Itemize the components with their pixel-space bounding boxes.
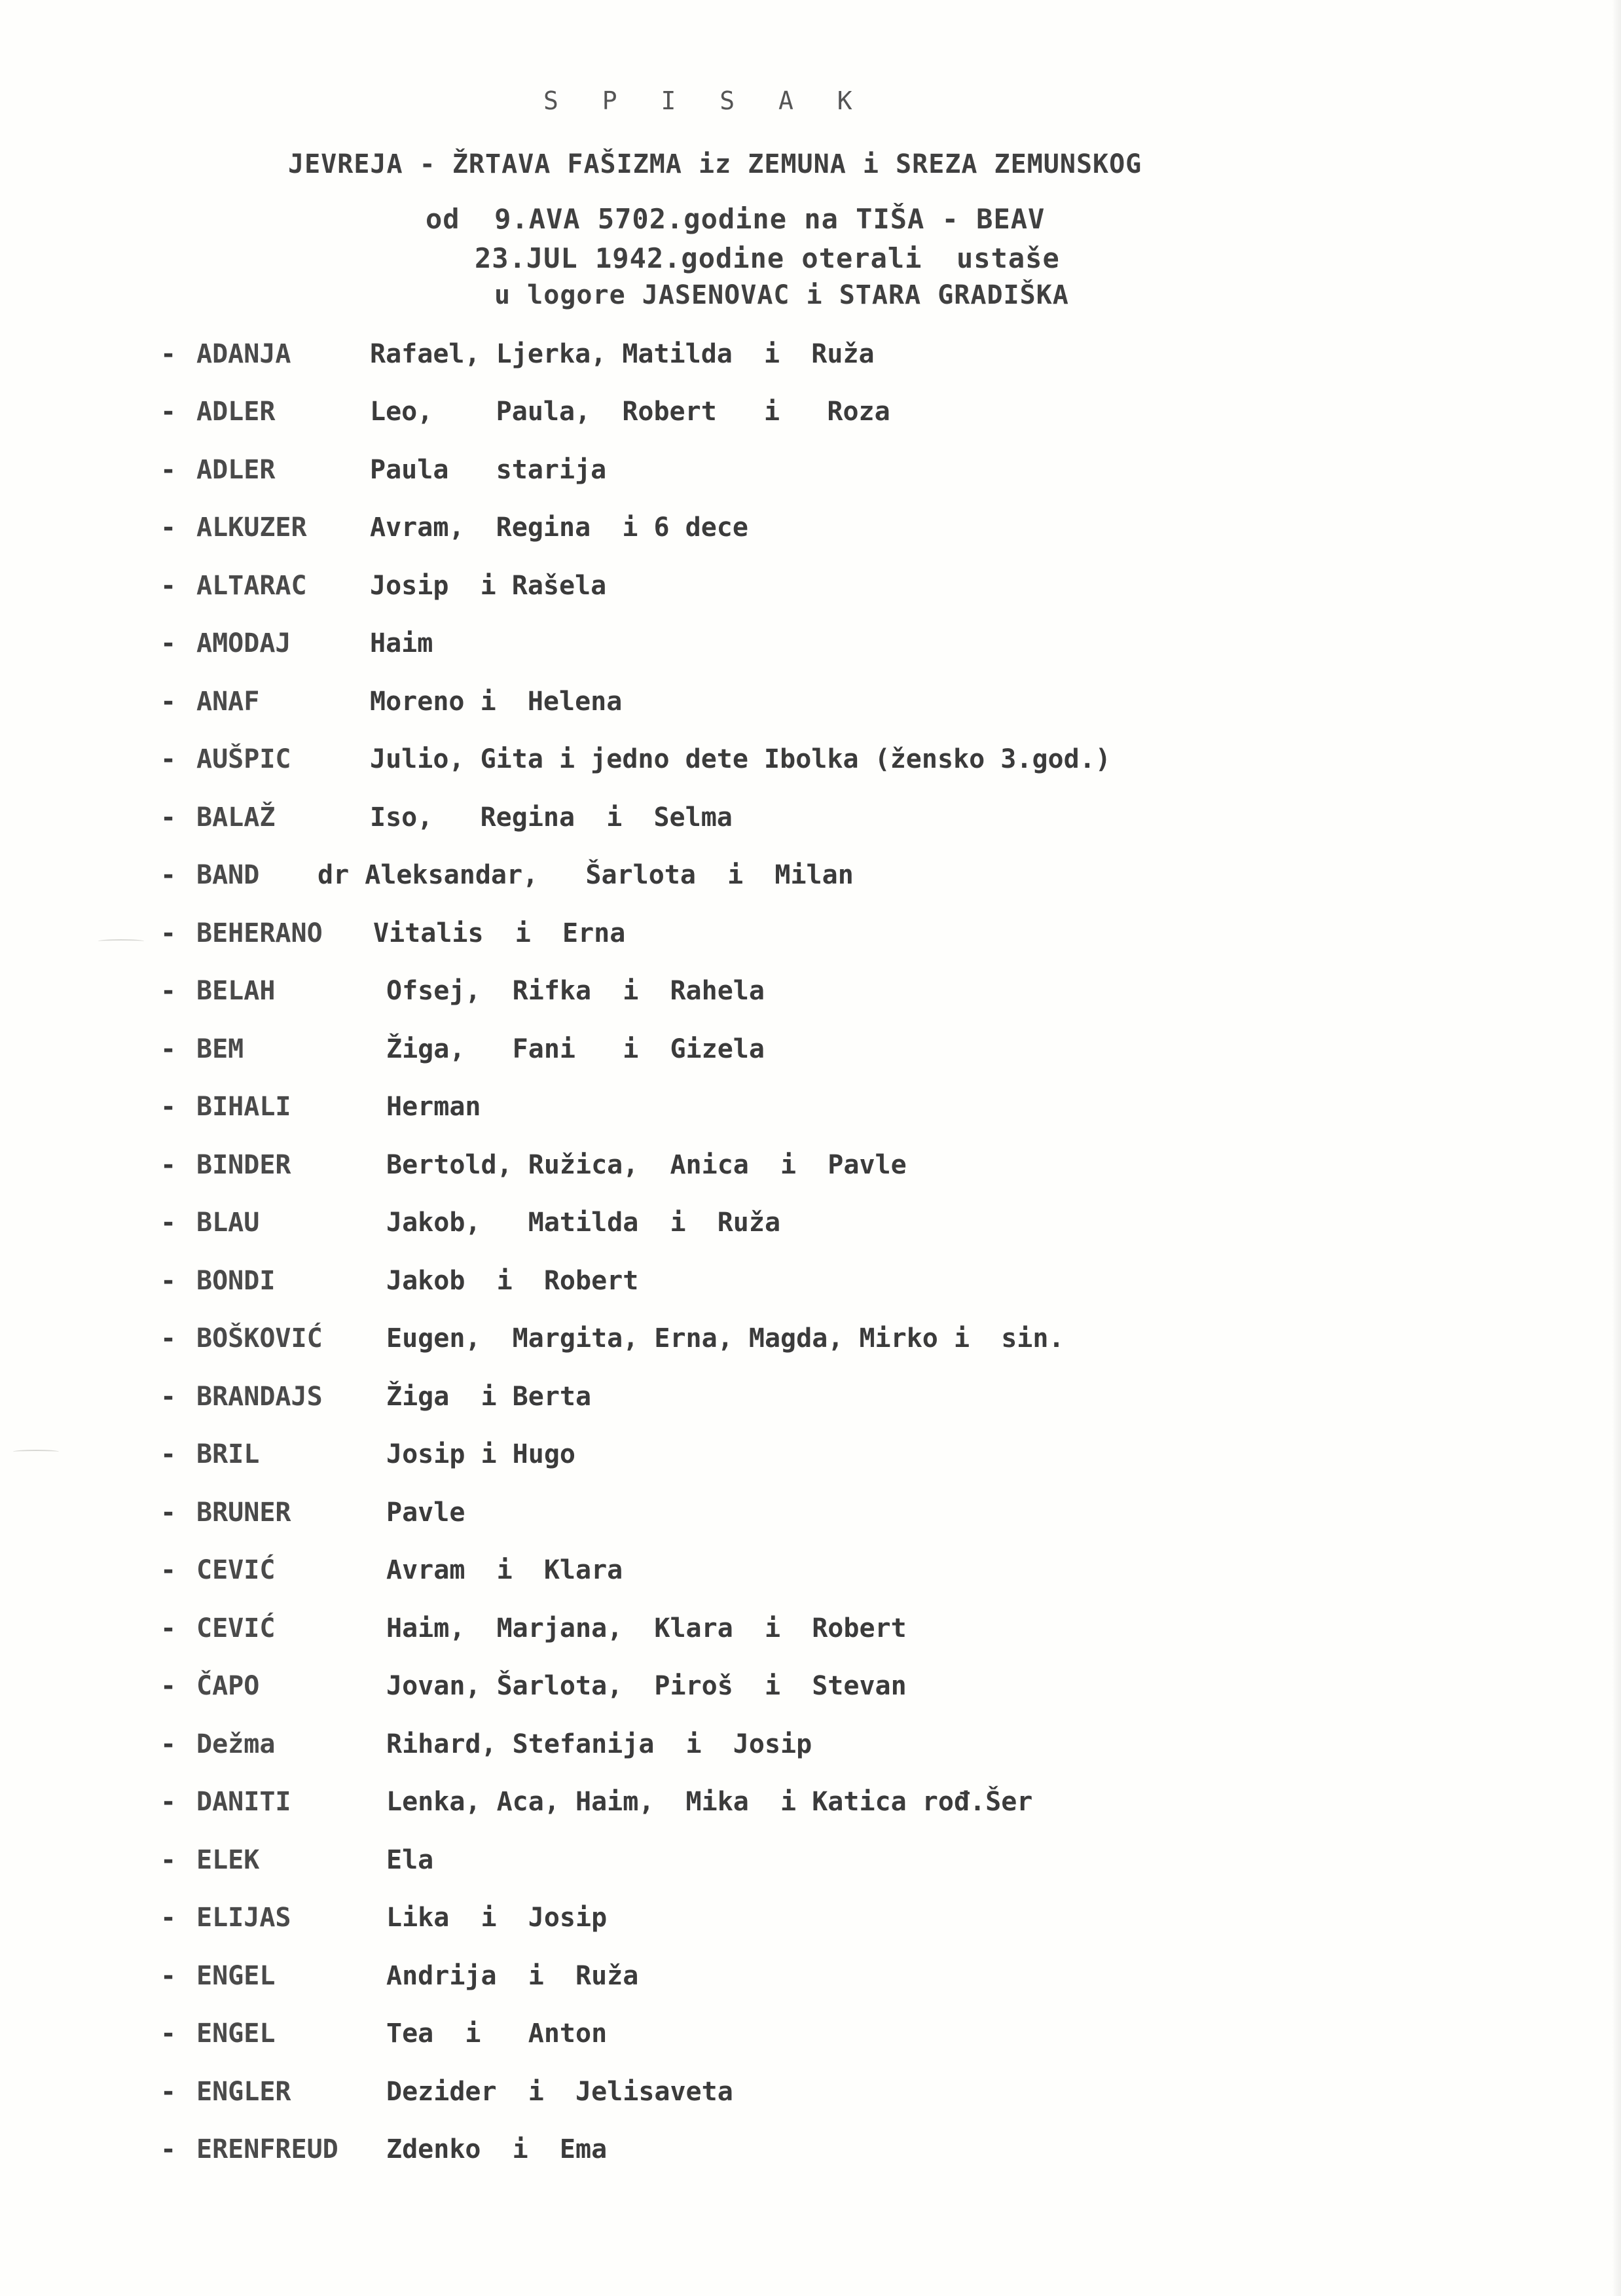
given-names: Jakob i Robert [386, 1266, 639, 1296]
list-item [160, 1382, 1404, 1421]
given-names: Zdenko i Ema [386, 2134, 608, 2164]
surname: BRUNER [196, 1498, 291, 1528]
list-dash: - [160, 1845, 177, 1875]
page-edge-shadow [1612, 0, 1621, 2296]
surname: BRANDAJS [196, 1382, 323, 1412]
list-dash: - [160, 628, 177, 658]
list-item [160, 339, 1404, 378]
list-item [160, 1150, 1404, 1189]
given-names: Rafael, Ljerka, Matilda i Ruža [370, 339, 875, 369]
paper-crease-mark [98, 939, 144, 943]
given-names: Tea i Anton [386, 2018, 608, 2049]
surname: ADLER [196, 455, 276, 485]
list-item [160, 2134, 1404, 2174]
list-item [160, 1498, 1404, 1537]
given-names: Vitalis i Erna [373, 918, 626, 948]
surname: ERENFREUD [196, 2134, 338, 2164]
surname: ADANJA [196, 339, 291, 369]
list-item [160, 397, 1404, 436]
given-names: Herman [386, 1092, 481, 1122]
list-dash: - [160, 1729, 177, 1759]
list-dash: - [160, 571, 177, 601]
document-subtitle: JEVREJA - ŽRTAVA FAŠIZMA iz ZEMUNA i SREZA ZEMUNSKOG [288, 149, 1142, 179]
given-names: Rihard, Stefanija i Josip [386, 1729, 812, 1759]
given-names: Julio, Gita i jedno dete Ibolka (žensko 3.god.) [370, 744, 1111, 774]
list-item [160, 918, 1404, 958]
list-item [160, 687, 1404, 726]
list-item [160, 512, 1404, 552]
given-names: Haim [370, 628, 433, 658]
surname: ALKUZER [196, 512, 307, 543]
list-item [160, 1555, 1404, 1594]
surname: BIHALI [196, 1092, 291, 1122]
list-dash: - [160, 1150, 177, 1180]
list-item [160, 2018, 1404, 2058]
surname: BONDI [196, 1266, 276, 1296]
given-names: Josip i Hugo [386, 1439, 575, 1469]
list-dash: - [160, 1208, 177, 1238]
list-item [160, 1903, 1404, 1942]
surname: BLAU [196, 1208, 260, 1238]
surname: CEVIĆ [196, 1555, 276, 1585]
list-dash: - [160, 744, 177, 774]
surname: BINDER [196, 1150, 291, 1180]
given-names: Ofsej, Rifka i Rahela [386, 976, 765, 1006]
list-item [160, 744, 1404, 783]
surname: BOŠKOVIĆ [196, 1323, 323, 1354]
surname: ELIJAS [196, 1903, 291, 1933]
given-names: Andrija i Ruža [386, 1961, 639, 1991]
list-item [160, 571, 1404, 610]
list-item [160, 1845, 1404, 1884]
list-dash: - [160, 2018, 177, 2049]
document-title: S P I S A K [543, 86, 867, 115]
surname: BAND [196, 860, 260, 890]
list-item [160, 1208, 1404, 1247]
list-item [160, 1092, 1404, 1131]
given-names: Avram, Regina i 6 dece [370, 512, 748, 543]
given-names: Jakob, Matilda i Ruža [386, 1208, 781, 1238]
list-item [160, 628, 1404, 668]
list-item [160, 1613, 1404, 1653]
list-dash: - [160, 455, 177, 485]
list-dash: - [160, 1323, 177, 1354]
list-dash: - [160, 512, 177, 543]
given-names: Jovan, Šarlota, Piroš i Stevan [386, 1671, 907, 1701]
list-dash: - [160, 976, 177, 1006]
list-item [160, 1787, 1404, 1826]
list-item [160, 976, 1404, 1015]
list-item [160, 1323, 1404, 1363]
list-item [160, 1034, 1404, 1073]
list-item [160, 860, 1404, 899]
surname: ENGEL [196, 1961, 276, 1991]
list-dash: - [160, 1555, 177, 1585]
list-item [160, 2077, 1404, 2116]
list-item [160, 802, 1404, 842]
date-line-2: 23.JUL 1942.godine oterali ustaše [475, 242, 1060, 274]
surname: ENGLER [196, 2077, 291, 2107]
surname: BRIL [196, 1439, 260, 1469]
surname: ČAPO [196, 1671, 260, 1701]
surname: BELAH [196, 976, 276, 1006]
given-names: Moreno i Helena [370, 687, 623, 717]
given-names: Paula starija [370, 455, 607, 485]
list-dash: - [160, 687, 177, 717]
given-names: Žiga, Fani i Gizela [386, 1034, 765, 1064]
list-dash: - [160, 1961, 177, 1991]
list-item [160, 1439, 1404, 1479]
given-names: Ela [386, 1845, 434, 1875]
given-names: Leo, Paula, Robert i Roza [370, 397, 890, 427]
list-dash: - [160, 1498, 177, 1528]
given-names: Pavle [386, 1498, 465, 1528]
surname: ALTARAC [196, 571, 307, 601]
surname: ADLER [196, 397, 276, 427]
given-names: Haim, Marjana, Klara i Robert [386, 1613, 907, 1643]
surname: BEM [196, 1034, 244, 1064]
given-names: dr Aleksandar, Šarlota i Milan [318, 860, 854, 890]
list-item [160, 1266, 1404, 1305]
list-item [160, 1729, 1404, 1768]
given-names: Avram i Klara [386, 1555, 623, 1585]
surname: BEHERANO [196, 918, 323, 948]
given-names: Dezider i Jelisaveta [386, 2077, 733, 2107]
given-names: Žiga i Berta [386, 1382, 592, 1412]
surname: Dežma [196, 1729, 276, 1759]
surname: AMODAJ [196, 628, 291, 658]
paper-crease-mark [13, 1450, 59, 1454]
surname: ANAF [196, 687, 260, 717]
date-line-1: od 9.AVA 5702.godine na TIŠA - BEAV [426, 203, 1046, 235]
list-dash: - [160, 1787, 177, 1817]
date-line-3: u logore JASENOVAC i STARA GRADIŠKA [494, 280, 1069, 310]
list-dash: - [160, 397, 177, 427]
given-names: Iso, Regina i Selma [370, 802, 733, 833]
list-dash: - [160, 1092, 177, 1122]
surname: AUŠPIC [196, 744, 291, 774]
list-dash: - [160, 860, 177, 890]
surname: CEVIĆ [196, 1613, 276, 1643]
list-item [160, 455, 1404, 494]
list-dash: - [160, 1266, 177, 1296]
list-dash: - [160, 1903, 177, 1933]
given-names: Lenka, Aca, Haim, Mika i Katica rođ.Šer [386, 1787, 1033, 1817]
given-names: Eugen, Margita, Erna, Magda, Mirko i sin. [386, 1323, 1065, 1354]
list-dash: - [160, 918, 177, 948]
given-names: Bertold, Ružica, Anica i Pavle [386, 1150, 907, 1180]
surname: ELEK [196, 1845, 260, 1875]
list-dash: - [160, 339, 177, 369]
list-dash: - [160, 1034, 177, 1064]
list-dash: - [160, 1439, 177, 1469]
surname: ENGEL [196, 2018, 276, 2049]
list-dash: - [160, 802, 177, 833]
list-item [160, 1961, 1404, 2000]
surname: BALAŽ [196, 802, 276, 833]
list-dash: - [160, 1671, 177, 1701]
list-item [160, 1671, 1404, 1710]
list-dash: - [160, 2134, 177, 2164]
given-names: Lika i Josip [386, 1903, 608, 1933]
surname: DANITI [196, 1787, 291, 1817]
list-dash: - [160, 1382, 177, 1412]
list-dash: - [160, 2077, 177, 2107]
given-names: Josip i Rašela [370, 571, 607, 601]
list-dash: - [160, 1613, 177, 1643]
